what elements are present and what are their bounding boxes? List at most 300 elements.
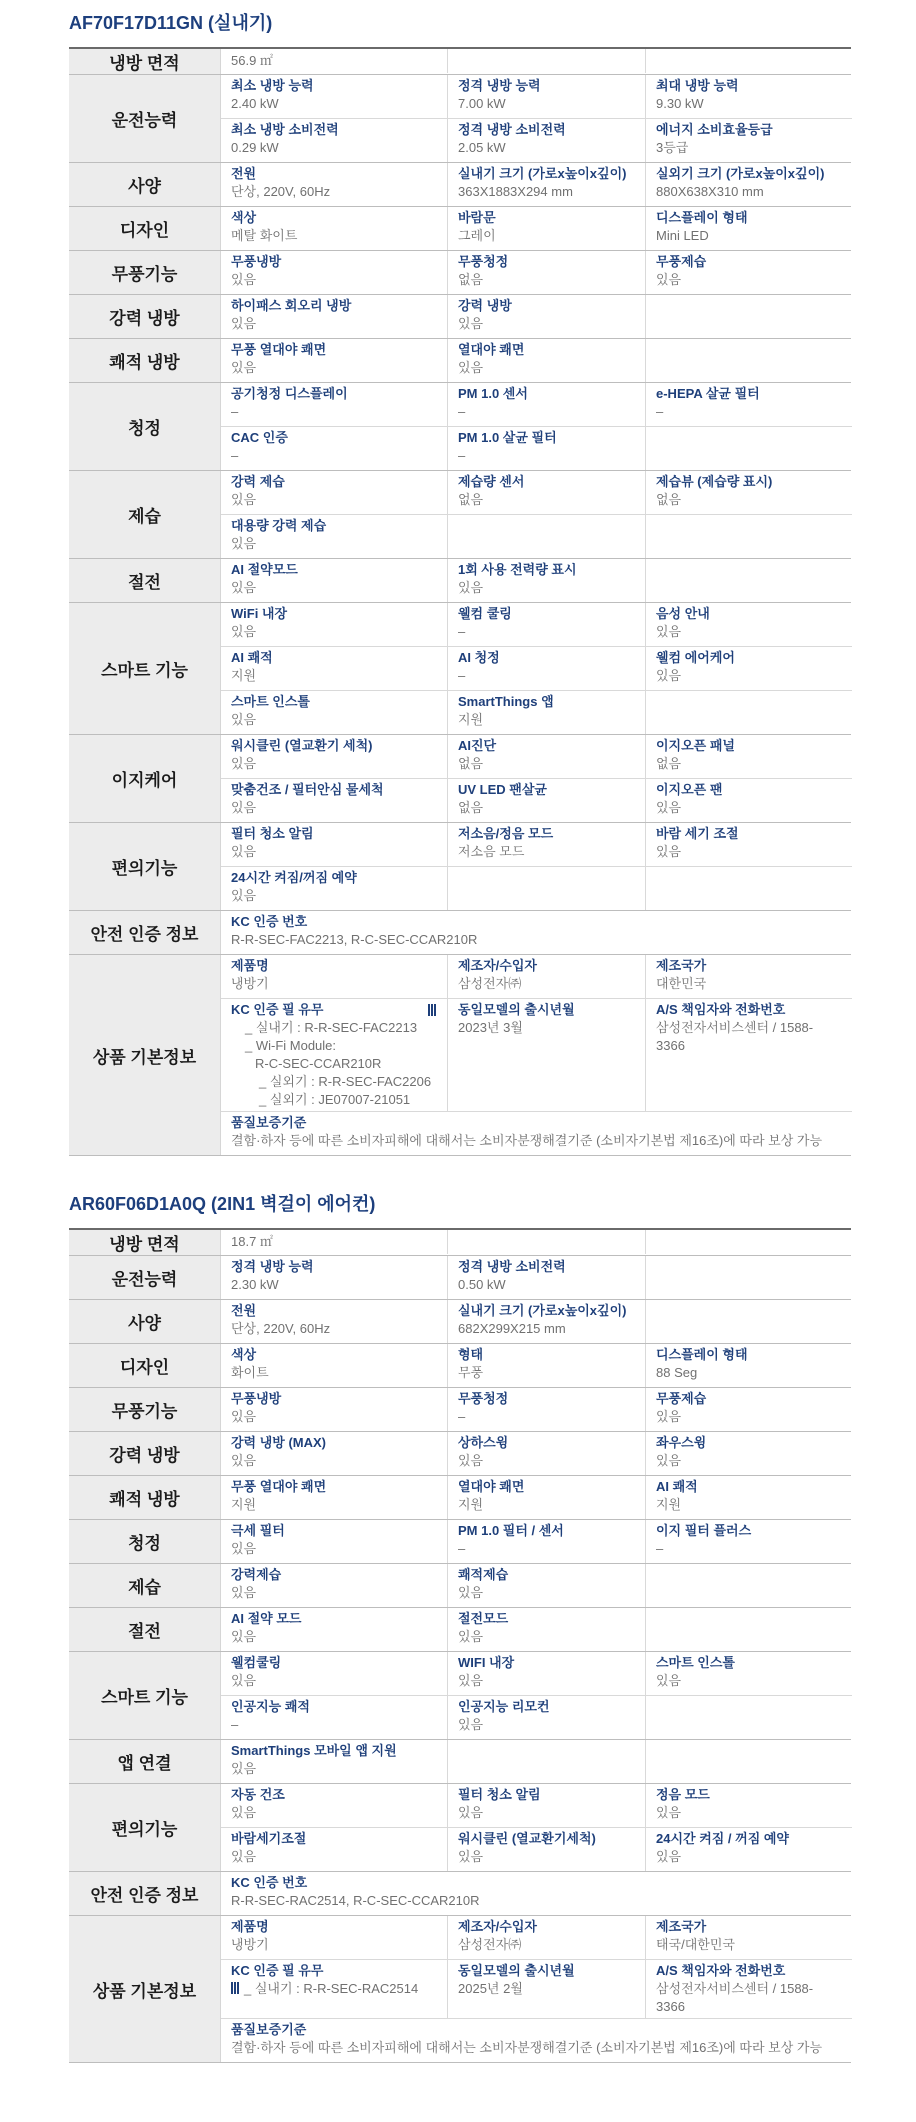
spec-key: WiFi 내장 <box>231 606 288 621</box>
spec-value: 0.50 kW <box>458 1277 506 1292</box>
spec-key: 최소 냉방 능력 <box>231 78 314 93</box>
section-label: 안전 인증 정보 <box>69 911 221 954</box>
spec-key: KC 인증 번호 <box>231 1875 308 1890</box>
spec-value: 있음 <box>656 1453 682 1468</box>
spec-key: 쾌적제습 <box>458 1567 509 1582</box>
spec-value: 있음 <box>231 888 257 903</box>
spec-item <box>448 295 646 338</box>
spec-item <box>448 471 646 514</box>
spec-key: 저소음/정음 모드 <box>458 826 554 841</box>
section-label: 편의기능 <box>69 823 221 910</box>
section-power-saving <box>69 1608 851 1652</box>
spec-value: 있음 <box>656 1805 682 1820</box>
spec-key: AI 쾌적 <box>656 1479 698 1494</box>
spec-value: 있음 <box>656 1673 682 1688</box>
section-label: 앱 연결 <box>69 1740 221 1783</box>
spec-key: KC 인증 필 유무 <box>231 1963 324 1978</box>
spec-value: 태국/대한민국 <box>656 1937 735 1952</box>
section-label: 운전능력 <box>69 75 221 162</box>
spec-value: 없음 <box>458 492 484 507</box>
spec-value: 삼성전자㈜ <box>458 1937 522 1952</box>
spec-value: 있음 <box>458 360 484 375</box>
spec-key: 실내기 크기 (가로x높이x깊이) <box>458 166 627 181</box>
spec-key: 필터 청소 알림 <box>231 826 314 841</box>
spec-value: _ 실내기 : R-R-SEC-RAC2514 <box>244 1981 419 1996</box>
spec-key: 이지오픈 패널 <box>656 738 735 753</box>
spec-value: – <box>231 448 239 463</box>
spec-value: 무풍 <box>458 1365 484 1380</box>
spec-key: AI 절약모드 <box>231 562 298 577</box>
spec-value: – <box>458 1541 466 1556</box>
spec-value: 0.29 kW <box>231 140 279 155</box>
spec-key: 무풍냉방 <box>231 254 282 269</box>
spec-key: PM 1.0 필터 / 센서 <box>458 1523 564 1538</box>
spec-value: 삼성전자㈜ <box>458 976 522 991</box>
spec-value: – <box>656 404 664 419</box>
spec-item <box>221 1520 448 1563</box>
spec-item <box>646 207 852 250</box>
spec-item <box>646 163 852 206</box>
spec-value: 지원 <box>458 712 484 727</box>
spec-key: SmartThings 모바일 앱 지원 <box>231 1743 397 1758</box>
spec-key: 동일모델의 출시년월 <box>458 1963 575 1978</box>
spec-value: – <box>656 1541 664 1556</box>
section-label: 무풍기능 <box>69 251 221 294</box>
spec-value: 대한민국 <box>656 976 707 991</box>
spec-key: PM 1.0 살균 필터 <box>458 430 557 445</box>
section-purify <box>69 383 851 471</box>
spec-key: 하이패스 회오리 냉방 <box>231 298 352 313</box>
spec-value: 메탈 화이트 <box>231 228 298 243</box>
spec-item <box>646 999 852 1111</box>
spec-key: 디스플레이 형태 <box>656 210 748 225</box>
spec-item <box>448 955 646 998</box>
spec-key: 무풍 열대야 쾌면 <box>231 1479 327 1494</box>
spec-value: – <box>458 1409 466 1424</box>
spec-value: 있음 <box>231 1849 257 1864</box>
spec-value: 있음 <box>231 1541 257 1556</box>
spec-item <box>448 1608 646 1651</box>
section-spec <box>69 163 851 207</box>
spec-key: 바람문 <box>458 210 496 225</box>
spec-value: 있음 <box>231 272 257 287</box>
qr-code-icon[interactable] <box>428 1004 437 1016</box>
section-label: 냉방 면적 <box>69 49 221 74</box>
section-label: 제습 <box>69 1564 221 1607</box>
section-capacity <box>69 75 851 163</box>
spec-value: 없음 <box>656 492 682 507</box>
spec-value: 있음 <box>231 580 257 595</box>
spec-item <box>646 779 852 822</box>
section-design <box>69 207 851 251</box>
spec-key: 형태 <box>458 1347 484 1362</box>
section-spec <box>69 1300 851 1344</box>
spec-item <box>221 295 448 338</box>
spec-item <box>646 1652 852 1695</box>
spec-key: 바람세기조절 <box>231 1831 307 1846</box>
spec-value: 있음 <box>458 1453 484 1468</box>
spec-item <box>448 1696 646 1739</box>
spec-key: SmartThings 앱 <box>458 694 554 709</box>
spec-value: 없음 <box>458 272 484 287</box>
spec-item <box>448 691 646 734</box>
section-smart <box>69 603 851 735</box>
spec-value: 880X638X310 mm <box>656 184 764 199</box>
spec-item <box>221 1112 852 1155</box>
spec-item <box>646 1432 852 1475</box>
spec-value: 있음 <box>656 272 682 287</box>
spec-item <box>448 999 646 1111</box>
spec-key: UV LED 팬살균 <box>458 782 547 797</box>
spec-value: 있음 <box>231 800 257 815</box>
section-label: 운전능력 <box>69 1256 221 1299</box>
spec-key: 스마트 인스톨 <box>231 694 310 709</box>
spec-value: 있음 <box>231 1761 257 1776</box>
spec-item <box>221 1388 448 1431</box>
spec-value: 결함·하자 등에 따른 소비자피해에 대해서는 소비자분쟁해결기준 (소비자기본법 제16조)에 따라 보상 가능 <box>231 2040 823 2055</box>
section-label: 제습 <box>69 471 221 558</box>
spec-value: 9.30 kW <box>656 96 704 111</box>
section-easy-care <box>69 735 851 823</box>
spec-item <box>221 1740 448 1783</box>
spec-key: 워시클린 (열교환기세척) <box>458 1831 596 1846</box>
spec-key: A/S 책임자와 전화번호 <box>656 1963 786 1978</box>
section-safety <box>69 911 851 955</box>
spec-key: 정격 냉방 소비전력 <box>458 122 566 137</box>
section-strong-cooling <box>69 1432 851 1476</box>
spec-item <box>448 823 646 866</box>
spec-item <box>448 427 646 470</box>
spec-item <box>646 1916 852 1959</box>
spec-item <box>221 867 448 910</box>
section-label: 강력 냉방 <box>69 1432 221 1475</box>
spec-item <box>646 1476 852 1519</box>
spec-item <box>448 603 646 646</box>
spec-item <box>221 1608 448 1651</box>
spec-value: – <box>458 668 466 683</box>
spec-key: 정음 모드 <box>656 1787 710 1802</box>
spec-item <box>221 1696 448 1739</box>
spec-key: AI 절약 모드 <box>231 1611 302 1626</box>
spec-value: 있음 <box>458 1585 484 1600</box>
spec-item <box>646 251 852 294</box>
spec-value: 있음 <box>231 492 257 507</box>
spec-value: 있음 <box>231 756 257 771</box>
spec-value: – <box>231 1717 239 1732</box>
spec-item <box>221 1828 448 1871</box>
spec-item <box>646 383 852 426</box>
spec-value: 있음 <box>231 1805 257 1820</box>
spec-item <box>448 119 646 162</box>
spec-key: 인공지능 리모컨 <box>458 1699 550 1714</box>
spec-value: 냉방기 <box>231 1937 269 1952</box>
spec-item <box>448 1564 646 1607</box>
section-capacity <box>69 1256 851 1300</box>
spec-key: 정격 냉방 소비전력 <box>458 1259 566 1274</box>
section-basic-info <box>69 1916 851 2063</box>
spec-item <box>221 339 448 382</box>
spec-value: R-R-SEC-FAC2213, R-C-SEC-CCAR210R <box>231 932 478 947</box>
section-label: 사양 <box>69 1300 221 1343</box>
spec-item <box>221 383 448 426</box>
spec-value: 냉방기 <box>231 976 269 991</box>
spec-item <box>221 735 448 778</box>
section-label: 쾌적 냉방 <box>69 1476 221 1519</box>
spec-key: 제습뷰 (제습량 표시) <box>656 474 773 489</box>
spec-key: 제조자/수입자 <box>458 1919 537 1934</box>
section-label: 청정 <box>69 383 221 470</box>
section-label: 디자인 <box>69 207 221 250</box>
kc-line: _ 실내기 : R-R-SEC-FAC2213 <box>245 1020 418 1035</box>
spec-value: 있음 <box>231 1453 257 1468</box>
spec-value: 있음 <box>458 1673 484 1688</box>
section-comfort-cooling <box>69 1476 851 1520</box>
spec-item <box>646 823 852 866</box>
spec-key: AI 쾌적 <box>231 650 273 665</box>
section-label: 사양 <box>69 163 221 206</box>
spec-key: PM 1.0 센서 <box>458 386 528 401</box>
spec-key: 제조국가 <box>656 1919 707 1934</box>
spec-key: 열대야 쾌면 <box>458 342 525 357</box>
spec-key: 인공지능 쾌적 <box>231 1699 310 1714</box>
spec-value: 없음 <box>458 756 484 771</box>
spec-key: 공기청정 디스플레이 <box>231 386 348 401</box>
section-dehumidify <box>69 471 851 559</box>
spec-value: 단상, 220V, 60Hz <box>231 1321 331 1336</box>
spec-item <box>448 383 646 426</box>
spec-key: 동일모델의 출시년월 <box>458 1002 575 1017</box>
kc-line: _ 실외기 : R-R-SEC-FAC2206 <box>259 1074 432 1089</box>
spec-key: WIFI 내장 <box>458 1655 515 1670</box>
spec-item <box>448 1432 646 1475</box>
spec-value: 있음 <box>656 844 682 859</box>
spec-key: 무풍냉방 <box>231 1391 282 1406</box>
section-cooling-area <box>69 1230 851 1256</box>
spec-item <box>221 603 448 646</box>
spec-value: 있음 <box>231 536 257 551</box>
spec-item <box>221 1300 448 1343</box>
spec-key: 웰컴 에어케어 <box>656 650 735 665</box>
spec-key: 웰컴 쿨링 <box>458 606 512 621</box>
spec-value: Mini LED <box>656 228 709 243</box>
spec-item <box>221 471 448 514</box>
spec-key: 이지 필터 플러스 <box>656 1523 752 1538</box>
spec-item <box>221 1256 448 1299</box>
section-label: 상품 기본정보 <box>69 955 221 1155</box>
spec-key: 품질보증기준 <box>231 1115 307 1130</box>
spec-key: 최대 냉방 능력 <box>656 78 739 93</box>
spec-value: – <box>458 624 466 639</box>
spec-key: 실외기 크기 (가로x높이x깊이) <box>656 166 825 181</box>
section-label: 절전 <box>69 1608 221 1651</box>
spec-value: 있음 <box>458 1805 484 1820</box>
spec-value: 88 Seg <box>656 1365 698 1380</box>
spec-value: 없음 <box>656 756 682 771</box>
spec-value: – <box>458 404 466 419</box>
spec-item <box>448 163 646 206</box>
spec-item <box>221 911 852 954</box>
spec-item <box>221 207 448 250</box>
section-power-saving <box>69 559 851 603</box>
section-convenience <box>69 1784 851 1872</box>
spec-key: 에너지 소비효율등급 <box>656 122 773 137</box>
spec-item <box>448 251 646 294</box>
spec-item <box>448 1652 646 1695</box>
spec-item <box>221 515 448 558</box>
spec-key: 제조국가 <box>656 958 707 973</box>
spec-key: 무풍청정 <box>458 1391 509 1406</box>
section-label: 스마트 기능 <box>69 603 221 734</box>
spec-item <box>646 647 852 690</box>
spec-key: 제습량 센서 <box>458 474 525 489</box>
spec-item <box>448 1476 646 1519</box>
spec-key: 자동 건조 <box>231 1787 285 1802</box>
spec-value: 지원 <box>231 1497 257 1512</box>
spec-item <box>448 1300 646 1343</box>
spec-key: 색상 <box>231 210 257 225</box>
spec-item <box>448 339 646 382</box>
spec-table <box>69 1228 851 2063</box>
section-label: 청정 <box>69 1520 221 1563</box>
spec-value: 682X299X215 mm <box>458 1321 566 1336</box>
spec-item <box>221 691 448 734</box>
section-label: 안전 인증 정보 <box>69 1872 221 1915</box>
spec-item <box>221 1652 448 1695</box>
cooling-area-value: 18.7 ㎡ <box>231 1234 273 1249</box>
spec-item <box>448 779 646 822</box>
spec-key: 실내기 크기 (가로x높이x깊이) <box>458 1303 627 1318</box>
spec-value: 지원 <box>458 1497 484 1512</box>
spec-item <box>448 647 646 690</box>
section-dehumidify <box>69 1564 851 1608</box>
spec-key: CAC 인증 <box>231 430 288 445</box>
spec-item <box>221 647 448 690</box>
section-label: 스마트 기능 <box>69 1652 221 1739</box>
spec-item <box>221 955 448 998</box>
section-strong-cooling <box>69 295 851 339</box>
qr-code-icon[interactable] <box>231 1982 240 1994</box>
spec-item <box>221 823 448 866</box>
spec-key: 디스플레이 형태 <box>656 1347 748 1362</box>
spec-value: 없음 <box>458 800 484 815</box>
spec-value: 있음 <box>656 800 682 815</box>
spec-value: – <box>458 448 466 463</box>
spec-key: 색상 <box>231 1347 257 1362</box>
spec-item <box>646 1960 852 2018</box>
spec-value: 있음 <box>231 316 257 331</box>
spec-item <box>646 75 852 118</box>
section-app <box>69 1740 851 1784</box>
spec-value: 화이트 <box>231 1365 269 1380</box>
spec-key: 전원 <box>231 1303 257 1318</box>
product-title: AR60F06D1A0Q (2IN1 벽걸이 에어컨) <box>69 1194 376 1214</box>
spec-item <box>646 1520 852 1563</box>
spec-value: 있음 <box>656 1849 682 1864</box>
spec-key: 좌우스윙 <box>656 1435 707 1450</box>
spec-value: 있음 <box>458 1629 484 1644</box>
spec-key: 제품명 <box>231 1919 269 1934</box>
spec-item <box>646 1828 852 1871</box>
kc-line: _ Wi-Fi Module: <box>245 1038 337 1053</box>
spec-value: R-R-SEC-RAC2514, R-C-SEC-CCAR210R <box>231 1893 480 1908</box>
spec-item <box>221 427 448 470</box>
section-smart <box>69 1652 851 1740</box>
spec-key: 품질보증기준 <box>231 2022 307 2037</box>
section-design <box>69 1344 851 1388</box>
section-label: 이지케어 <box>69 735 221 822</box>
spec-key: 무풍 열대야 쾌면 <box>231 342 327 357</box>
spec-item <box>221 1564 448 1607</box>
spec-key: 이지오픈 팬 <box>656 782 723 797</box>
section-windfree <box>69 251 851 295</box>
spec-key: 강력 냉방 (MAX) <box>231 1435 327 1450</box>
spec-value: 있음 <box>458 316 484 331</box>
spec-key: 절전모드 <box>458 1611 509 1626</box>
spec-item <box>221 779 448 822</box>
spec-item <box>646 1344 852 1387</box>
spec-item <box>448 207 646 250</box>
spec-value: 있음 <box>231 1673 257 1688</box>
spec-item <box>448 1388 646 1431</box>
section-label: 상품 기본정보 <box>69 1916 221 2062</box>
spec-item <box>221 1916 448 1959</box>
spec-value: 지원 <box>231 668 257 683</box>
spec-item <box>448 1256 646 1299</box>
spec-item <box>646 1784 852 1827</box>
kc-line: R-C-SEC-CCAR210R <box>255 1056 382 1071</box>
product-title: AF70F17D11GN (실내기) <box>69 13 273 33</box>
spec-value: 있음 <box>231 360 257 375</box>
spec-item <box>221 119 448 162</box>
spec-key: 정격 냉방 능력 <box>458 78 541 93</box>
spec-value: 있음 <box>231 624 257 639</box>
spec-key: 웰컴쿨링 <box>231 1655 282 1670</box>
spec-value: 있음 <box>231 844 257 859</box>
spec-item <box>448 1960 646 2018</box>
spec-item <box>221 163 448 206</box>
spec-key: 최소 냉방 소비전력 <box>231 122 339 137</box>
spec-item <box>221 1872 852 1915</box>
spec-key: AI 청정 <box>458 650 500 665</box>
spec-value: 결함·하자 등에 따른 소비자피해에 대해서는 소비자분쟁해결기준 (소비자기본법 제16조)에 따라 보상 가능 <box>231 1133 823 1148</box>
spec-value: 있음 <box>458 580 484 595</box>
spec-key: 음성 안내 <box>656 606 710 621</box>
spec-key: 1회 사용 전력량 표시 <box>458 562 577 577</box>
spec-value: 그레이 <box>458 228 496 243</box>
spec-key: KC 인증 번호 <box>231 914 308 929</box>
spec-key: 제품명 <box>231 958 269 973</box>
spec-value: 363X1883X294 mm <box>458 184 573 199</box>
spec-key: KC 인증 필 유무 <box>231 1002 324 1017</box>
spec-value: 7.00 kW <box>458 96 506 111</box>
spec-item <box>646 1388 852 1431</box>
section-label: 강력 냉방 <box>69 295 221 338</box>
spec-item <box>646 119 852 162</box>
spec-item <box>221 75 448 118</box>
spec-item <box>221 1432 448 1475</box>
section-safety <box>69 1872 851 1916</box>
spec-key: 정격 냉방 능력 <box>231 1259 314 1274</box>
spec-value: 2023년 3월 <box>458 1020 523 1035</box>
spec-key: 상하스윙 <box>458 1435 509 1450</box>
spec-key: 맞춤건조 / 필터안심 물세척 <box>231 782 384 797</box>
spec-value: 단상, 220V, 60Hz <box>231 184 331 199</box>
section-label: 절전 <box>69 559 221 602</box>
spec-key: 필터 청소 알림 <box>458 1787 541 1802</box>
spec-key: 24시간 켜짐 / 꺼짐 예약 <box>656 1831 789 1846</box>
kc-line: _ 실외기 : JE07007-21051 <box>259 1092 411 1107</box>
spec-item <box>448 1520 646 1563</box>
